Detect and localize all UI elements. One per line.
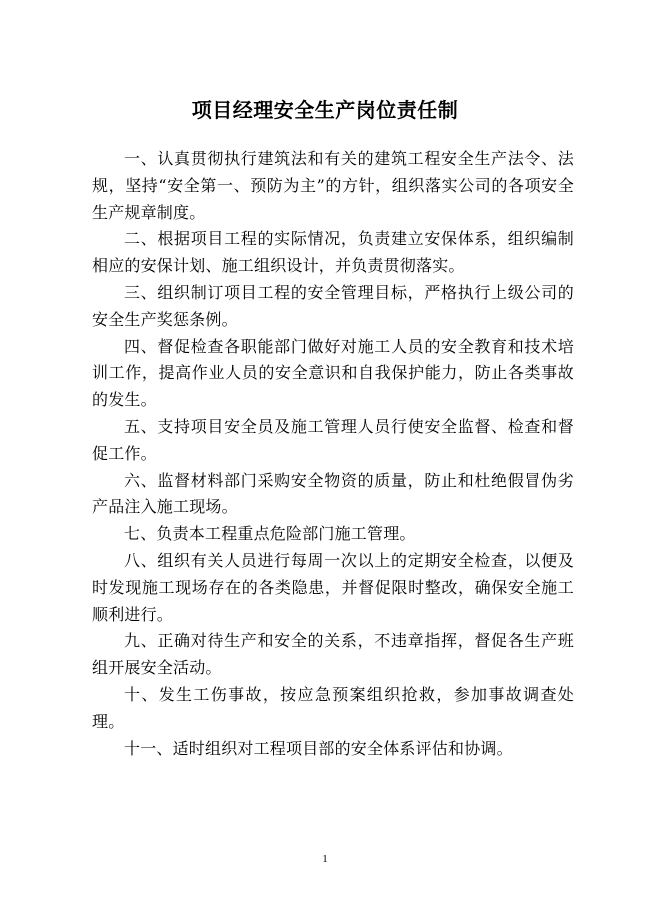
paragraph-4: 四、督促检查各职能部门做好对施工人员的安全教育和技术培训工作，提高作业人员的安全意识和自我保护能力，防止各类事故的发生。 xyxy=(92,336,574,410)
paragraph-8: 八、组织有关人员进行每周一次以上的定期安全检查，以便及时发现施工现场存在的各类隐患，并督促限时整改，确保安全施工顺利进行。 xyxy=(92,550,574,624)
document-body xyxy=(92,146,574,762)
page-number: 1 xyxy=(322,853,328,865)
paragraph-1: 一、认真贯彻执行建筑法和有关的建筑工程安全生产法令、法规，坚持“安全第一、预防为主”的方针，组织落实公司的各项安全生产规章制度。 xyxy=(92,149,574,222)
page-title: 项目经理安全生产岗位责任制 xyxy=(191,98,459,123)
paragraph-10: 十、发生工伤事故，按应急预案组织抢救，参加事故调查处理。 xyxy=(92,684,574,731)
paragraph-5: 五、支持项目安全员及施工管理人员行使安全监督、检查和督促工作。 xyxy=(92,416,574,463)
paragraph-11: 十一、适时组织对工程项目部的安全体系评估和协调。 xyxy=(124,738,513,758)
paragraph-2: 二、根据项目工程的实际情况，负责建立安保体系，组织编制相应的安保计划、施工组织设计，并负责贯彻落实。 xyxy=(92,229,574,276)
paragraph-3: 三、组织制订项目工程的安全管理目标，严格执行上级公司的安全生产奖惩条例。 xyxy=(92,282,574,329)
paragraph-6: 六、监督材料部门采购安全物资的质量，防止和杜绝假冒伪劣产品注入施工现场。 xyxy=(92,470,574,517)
paragraph-7: 七、负责本工程重点危险部门施工管理。 xyxy=(124,524,416,544)
paragraph-9: 九、正确对待生产和安全的关系，不违章指挥，督促各生产班组开展安全活动。 xyxy=(92,631,574,678)
